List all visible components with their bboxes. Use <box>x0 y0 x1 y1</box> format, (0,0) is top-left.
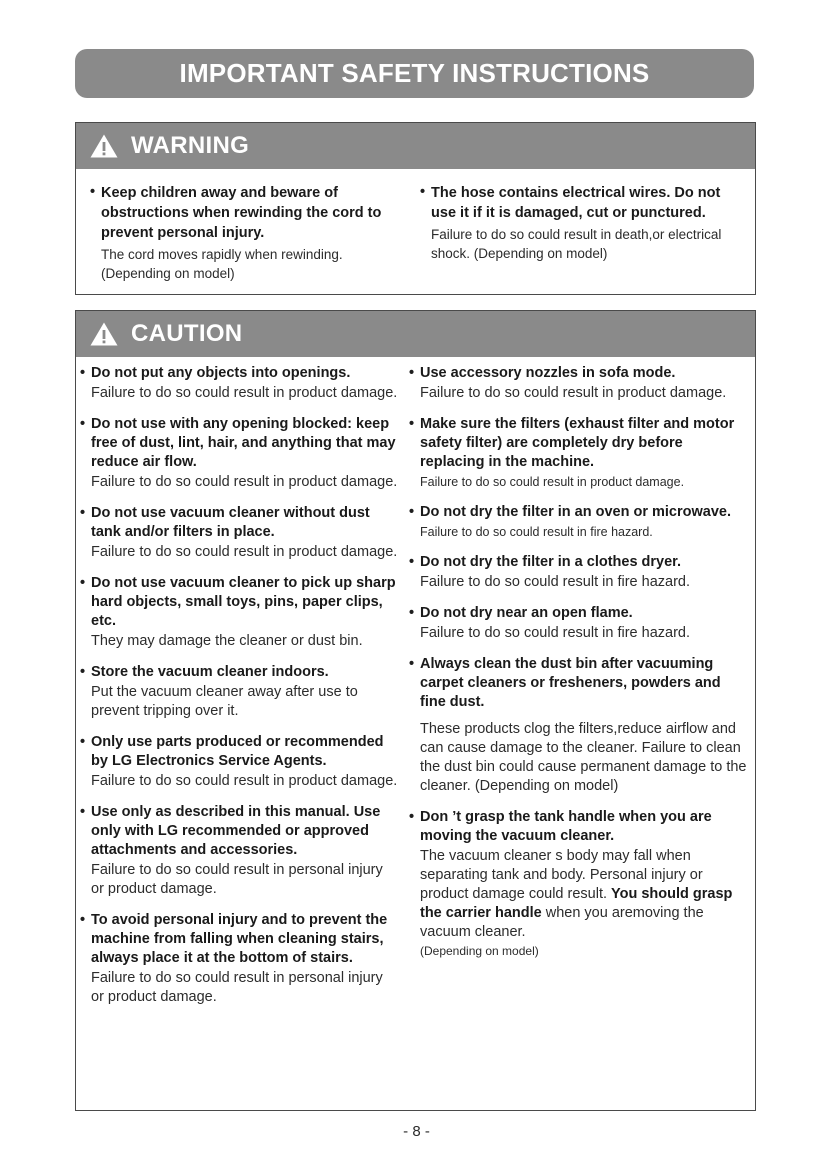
item-detail: Failure to do so could result in personal injury or product damage. <box>91 862 383 897</box>
item-heading: Do not use vacuum cleaner to pick up sharp hard objects, small toys, pins, paper clips, etc. <box>91 575 396 629</box>
item-detail: Failure to do so could result in product damage. <box>420 385 727 401</box>
list-item <box>80 733 399 791</box>
item-heading: Don ’t grasp the tank handle when you are moving the vacuum cleaner. <box>420 809 712 844</box>
item-heading: Store the vacuum cleaner indoors. <box>91 664 329 680</box>
page-number: - 8 - <box>403 1123 430 1140</box>
item-heading: Do not dry near an open flame. <box>420 605 633 621</box>
list-item <box>80 504 399 562</box>
bullet: • <box>80 505 86 521</box>
warning-item-heading: Keep children away and beware of obstructions when rewinding the cord to prevent personal injury. <box>101 185 382 241</box>
caution-right-column <box>409 364 747 1019</box>
item-heading: Only use parts produced or recommended by LG Electronics Service Agents. <box>91 734 384 769</box>
bullet: • <box>80 664 86 680</box>
bullet: • <box>409 809 415 825</box>
item-detail: Failure to do so could result in fire hazard. <box>420 625 690 641</box>
bullet: • <box>80 804 86 820</box>
list-item <box>80 364 399 403</box>
page-title-bar <box>75 49 754 98</box>
item-detail: Failure to do so could result in fire hazard. <box>420 574 690 590</box>
caution-header <box>76 311 755 357</box>
warning-triangle-icon <box>89 133 119 159</box>
item-detail: Failure to do so could result in product damage. <box>420 475 685 489</box>
bullet: • <box>80 912 86 928</box>
item-detail: Failure to do so could result in product damage. <box>91 385 398 401</box>
bullet: • <box>420 184 426 200</box>
bullet: • <box>409 554 415 570</box>
list-item <box>80 803 399 899</box>
item-heading: Do not use vacuum cleaner without dust tank and/or filters in place. <box>91 505 370 540</box>
warning-item-heading: The hose contains electrical wires. Do not use it if it is damaged, cut or punctured. <box>431 185 721 221</box>
item-detail-text: The vacuum cleaner s body may fall when separating tank and body. Personal injury or product damage could result. <box>420 848 703 902</box>
list-item <box>409 415 747 491</box>
bullet: • <box>409 656 415 672</box>
item-heading: Use only as described in this manual. Use only with LG recommended or approved attachments and accessories. <box>91 804 381 858</box>
list-item <box>80 663 399 721</box>
item-detail: They may damage the cleaner or dust bin. <box>91 633 363 649</box>
item-detail: Failure to do so could result in product damage. <box>91 773 398 789</box>
page-title: IMPORTANT SAFETY INSTRUCTIONS <box>179 58 650 88</box>
item-detail: Failure to do so could result in product damage. <box>91 544 398 560</box>
item-heading: Make sure the filters (exhaust filter and motor safety filter) are completely dry before replacing in the machine. <box>420 416 735 470</box>
caution-left-column <box>80 364 399 1019</box>
item-detail-emphasis: You should grasp the carrier handle <box>420 886 733 921</box>
item-heading: Do not dry the filter in a clothes dryer. <box>420 554 682 570</box>
bullet: • <box>80 734 86 750</box>
warning-item-cord <box>90 183 410 283</box>
item-detail: Failure to do so could result in product damage. <box>91 474 398 490</box>
item-heading: Do not dry the filter in an oven or microwave. <box>420 504 731 520</box>
list-item <box>409 808 747 960</box>
item-heading: Do not put any objects into openings. <box>91 365 351 381</box>
list-item <box>409 503 747 541</box>
list-item <box>409 655 747 796</box>
item-detail: Put the vacuum cleaner away after use to prevent tripping over it. <box>91 684 358 719</box>
item-detail <box>420 847 747 942</box>
list-item <box>80 574 399 651</box>
item-detail-note: (Depending on model) <box>420 944 539 958</box>
bullet: • <box>409 504 415 520</box>
bullet: • <box>80 365 86 381</box>
item-heading: Use accessory nozzles in sofa mode. <box>420 365 676 381</box>
bullet: • <box>409 365 415 381</box>
item-detail: Failure to do so could result in fire hazard. <box>420 525 653 539</box>
item-detail-text: when you aremoving the vacuum cleaner. <box>420 905 704 940</box>
item-heading: Do not use with any opening blocked: keep free of dust, lint, hair, and anything that may reduce air flow. <box>91 416 396 470</box>
bullet: • <box>90 184 96 200</box>
item-detail: These products clog the filters,reduce airflow and can cause damage to the cleaner. Failure to clean the dust bin could cause permanent damage to the cleaner. (Depending on model) <box>420 721 747 794</box>
list-item <box>409 604 747 643</box>
warning-label: WARNING <box>131 132 250 159</box>
bullet: • <box>409 605 415 621</box>
warning-item-hose <box>420 183 745 263</box>
caution-label: CAUTION <box>131 320 243 347</box>
warning-item-detail: Failure to do so could result in death,or electrical shock. (Depending on model) <box>431 227 722 261</box>
list-item <box>409 364 747 403</box>
warning-item-detail: The cord moves rapidly when rewinding. (Depending on model) <box>101 247 343 281</box>
list-item <box>409 553 747 592</box>
list-item <box>80 415 399 492</box>
list-item <box>80 911 399 1007</box>
warning-panel <box>75 122 756 295</box>
item-detail: Failure to do so could result in personal injury or product damage. <box>91 970 383 1005</box>
item-heading: Always clean the dust bin after vacuuming carpet cleaners or fresheners, powders and fine dust. <box>420 656 721 710</box>
item-heading: To avoid personal injury and to prevent the machine from falling when cleaning stairs, always place it at the bottom of stairs. <box>91 912 388 966</box>
caution-panel <box>75 310 756 1111</box>
bullet: • <box>80 575 86 591</box>
bullet: • <box>409 416 415 432</box>
warning-triangle-icon <box>89 321 119 347</box>
warning-header <box>76 123 755 169</box>
bullet: • <box>80 416 86 432</box>
